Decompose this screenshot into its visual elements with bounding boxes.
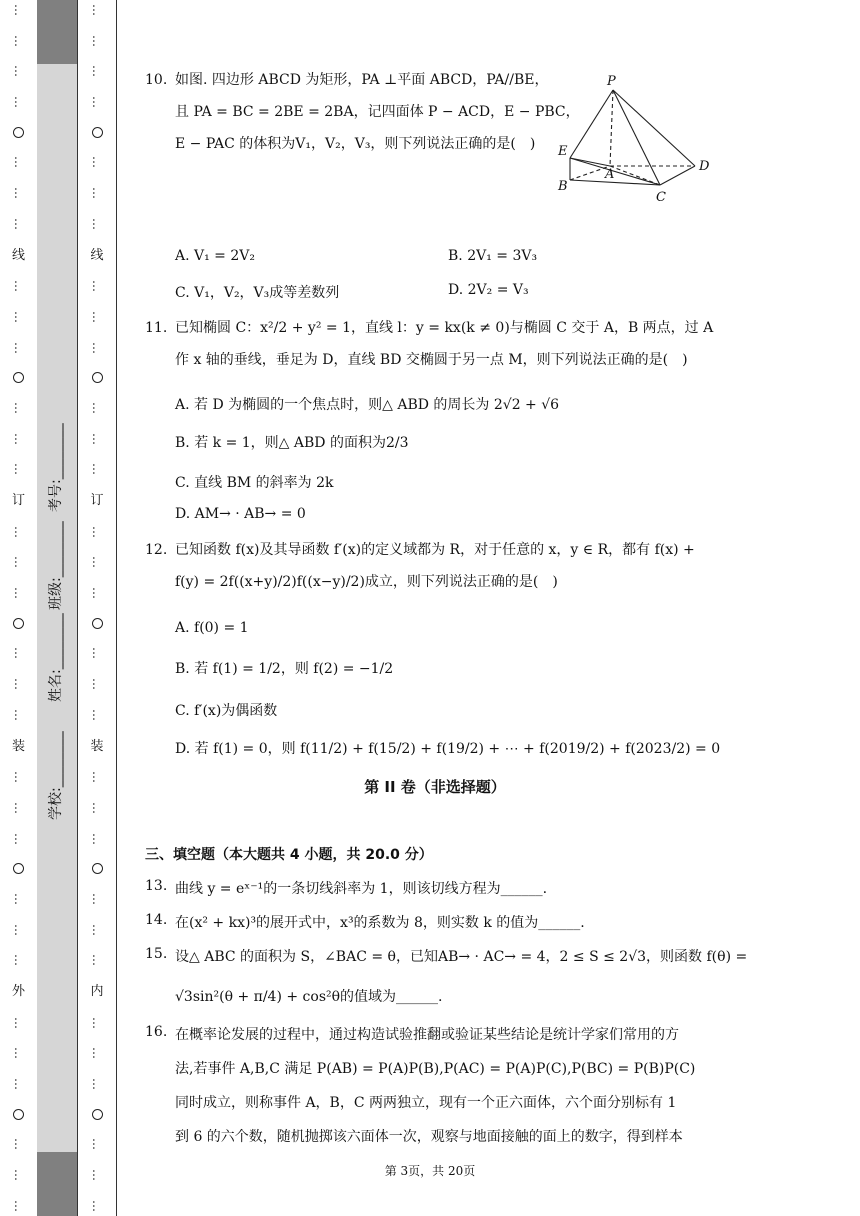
question-text-line: 已知椭圆 C：x²/2 + y² = 1，直线 l：y = kx(k ≠ 0)与椭圆 C 交于 A，B 两点，过 A (175, 320, 714, 336)
binding-margin-info (37, 0, 78, 1216)
margin-dots: … (90, 463, 104, 476)
margin-dots: … (11, 771, 26, 784)
margin-dots: … (90, 341, 104, 354)
question-text-line: 曲线 y = eˣ⁻¹的一条切线斜率为 1，则该切线方程为______. (175, 881, 548, 897)
option-a: A. 若 D 为椭圆的一个焦点时，则△ ABD 的周长为 2√2 + √6 (175, 397, 560, 413)
fig-label-a: A (605, 167, 615, 182)
margin-dots: … (11, 4, 26, 16)
margin-dots: … (11, 34, 26, 47)
question-text-line: 法,若事件 A,B,C 满足 P(AB) = P(A)P(B),P(AC) = P(A)P(C),P(BC) = P(B)P(C) (175, 1061, 696, 1077)
question-text-line: 且 PA = BC = 2BE = 2BA，记四面体 P − ACD，E − PBC， (175, 104, 580, 120)
margin-dots: … (90, 4, 104, 16)
margin-dots: … (11, 1047, 26, 1060)
question-text-line: f(y) = 2f((x+y)/2)f((x−y)/2)成立，则下列说法正确的是( ) (175, 574, 558, 590)
question-number: 16. (145, 1024, 168, 1040)
margin-seal-word: 装 (90, 738, 104, 754)
margin-dots: … (11, 801, 26, 814)
part-2-title: 第 II 卷（非选择题） (364, 778, 506, 796)
question-text-line: 如图. 四边形 ABCD 为矩形，PA ⊥平面 ABCD，PA//BE， (175, 72, 549, 88)
question-text-line: 设△ ABC 的面积为 S，∠BAC = θ，已知AB→ · AC→ = 4，2 ≤ S ≤ 2√3，则函数 f(θ) = (175, 949, 748, 965)
section-3-heading: 三、填空题（本大题共 4 小题，共 20.0 分） (145, 847, 433, 863)
margin-dots: … (11, 678, 26, 691)
margin-dots: … (90, 708, 104, 721)
margin-dots: … (11, 556, 26, 569)
id-label: 考号:________ (48, 423, 64, 512)
question-text-line: 在概率论发展的过程中，通过构造试验推翻或验证某些结论是统计学家们常用的方 (175, 1027, 679, 1043)
margin-dots: … (11, 463, 26, 476)
margin-dots: … (90, 96, 104, 109)
margin-circle-mark (13, 372, 24, 383)
margin-dots: … (90, 401, 104, 414)
fig-label-e: E (558, 144, 568, 159)
margin-dots: … (11, 1016, 26, 1029)
option-d: D. 2V₂ = V₃ (448, 282, 529, 298)
margin-dots: … (11, 647, 26, 660)
margin-dots: … (90, 647, 104, 660)
margin-dots: … (90, 65, 104, 78)
option-a: A. V₁ = 2V₂ (175, 248, 255, 264)
question-text-line: 在(x² + kx)³的展开式中，x³的系数为 8，则实数 k 的值为______. (175, 915, 585, 931)
margin-dots: … (90, 432, 104, 445)
question-number: 15. (145, 946, 168, 962)
margin-circle-mark (13, 863, 24, 874)
margin-seal-word: 订 (90, 493, 104, 508)
margin-dots: … (11, 587, 26, 600)
margin-circle-mark (13, 1109, 24, 1120)
margin-dots: … (90, 587, 104, 600)
name-label: 姓名:________ (48, 613, 64, 702)
option-c: C. f′(x)为偶函数 (175, 703, 278, 719)
margin-dots: … (11, 1138, 26, 1151)
margin-dots: … (90, 923, 104, 936)
fig-label-c: C (656, 190, 666, 205)
margin-dots: … (11, 310, 26, 323)
option-b: B. 2V₁ = 3V₃ (448, 248, 538, 264)
margin-circle-mark (92, 1109, 103, 1120)
margin-dots: … (90, 34, 104, 47)
option-b: B. 若 k = 1，则△ ABD 的面积为2/3 (175, 435, 409, 451)
q10-pyramid-figure (555, 70, 720, 210)
margin-dots: … (11, 892, 26, 905)
margin-dots: … (11, 1169, 26, 1182)
inner-margin-marks (78, 0, 116, 1216)
margin-dots: … (90, 1138, 104, 1151)
page-footer: 第 3页，共 20页 (384, 1164, 476, 1178)
margin-circle-mark (92, 863, 103, 874)
margin-circle-mark (13, 618, 24, 629)
margin-dots: … (11, 341, 26, 354)
margin-dots: … (11, 217, 26, 230)
margin-dots: … (11, 1199, 26, 1212)
question-text-line: 到 6 的六个数，随机抛掷该六面体一次，观察与地面接触的面上的数字，得到样本 (175, 1129, 683, 1145)
binding-margin-outer (0, 0, 38, 1216)
margin-dots: … (90, 832, 104, 845)
margin-dots: … (90, 1169, 104, 1182)
margin-circle-mark (92, 127, 103, 138)
margin-dots: … (90, 156, 104, 169)
fig-label-p: P (607, 74, 616, 89)
question-number: 13. (145, 878, 168, 894)
margin-seal-word: 订 (11, 493, 25, 508)
margin-seal-word: 装 (11, 738, 25, 754)
margin-dots: … (11, 401, 26, 414)
margin-dots: … (90, 1078, 104, 1091)
margin-dots: … (90, 954, 104, 967)
margin-dots: … (11, 65, 26, 78)
option-c: C. V₁，V₂，V₃成等差数列 (175, 285, 340, 301)
question-number: 14. (145, 912, 168, 928)
margin-dots: … (90, 771, 104, 784)
margin-dots: … (90, 280, 104, 293)
margin-dots: … (11, 96, 26, 109)
margin-dots: … (90, 217, 104, 230)
school-label: 学校:________ (48, 731, 64, 820)
margin-dots: … (90, 310, 104, 323)
question-text-line: √3sin²(θ + π/4) + cos²θ的值域为______. (175, 989, 443, 1005)
margin-dots: … (11, 187, 26, 200)
fig-label-d: D (699, 159, 710, 174)
option-d: D. 若 f(1) = 0，则 f(11/2) + f(15/2) + f(19/2) + ⋯ + f(2019/2) + f(2023/2) = 0 (175, 741, 721, 757)
margin-seal-word: 线 (11, 247, 25, 263)
margin-dots: … (90, 678, 104, 691)
question-text-line: 同时成立，则称事件 A，B，C 两两独立，现有一个正六面体，六个面分别标有 1 (175, 1095, 677, 1111)
margin-circle-mark (92, 372, 103, 383)
margin-dots: … (90, 1047, 104, 1060)
option-b: B. 若 f(1) = 1/2，则 f(2) = −1/2 (175, 661, 394, 677)
margin-dots: … (90, 801, 104, 814)
margin-dots: … (11, 832, 26, 845)
margin-dots: … (11, 708, 26, 721)
outer-margin-marks (0, 0, 37, 1216)
binding-margin-inner (78, 0, 117, 1216)
question-number: 12. (145, 542, 168, 558)
class-label: 班级:________ (48, 521, 64, 610)
question-text-line: E − PAC 的体积为V₁，V₂，V₃，则下列说法正确的是( ) (175, 136, 536, 152)
margin-dots: … (11, 954, 26, 967)
margin-dots: … (11, 525, 26, 538)
margin-dots: … (90, 892, 104, 905)
margin-dark-block-top (37, 0, 77, 64)
margin-dots: … (11, 1078, 26, 1091)
option-c: C. 直线 BM 的斜率为 2k (175, 475, 334, 491)
question-text-line: 已知函数 f(x)及其导函数 f′(x)的定义域都为 R，对于任意的 x，y ∈ R，都有 f(x) + (175, 542, 695, 558)
margin-dots: … (90, 1199, 104, 1212)
margin-dots: … (11, 280, 26, 293)
question-number: 11. (145, 320, 168, 336)
margin-dots: … (11, 432, 26, 445)
fig-label-b: B (558, 179, 568, 194)
margin-dots: … (90, 556, 104, 569)
question-number: 10. (145, 72, 168, 88)
margin-dots: … (11, 156, 26, 169)
margin-circle-mark (92, 618, 103, 629)
margin-dots: … (90, 1016, 104, 1029)
option-d: D. AM→ · AB→ = 0 (175, 506, 306, 522)
option-a: A. f(0) = 1 (175, 620, 249, 636)
margin-seal-word: 线 (90, 247, 104, 263)
margin-circle-mark (13, 127, 24, 138)
question-text-line: 作 x 轴的垂线，垂足为 D，直线 BD 交椭圆于另一点 M，则下列说法正确的是( ) (175, 352, 688, 368)
margin-seal-word: 外 (11, 984, 25, 999)
margin-dots: … (11, 923, 26, 936)
margin-dots: … (90, 187, 104, 200)
margin-dots: … (90, 525, 104, 538)
margin-seal-word: 内 (90, 984, 104, 999)
